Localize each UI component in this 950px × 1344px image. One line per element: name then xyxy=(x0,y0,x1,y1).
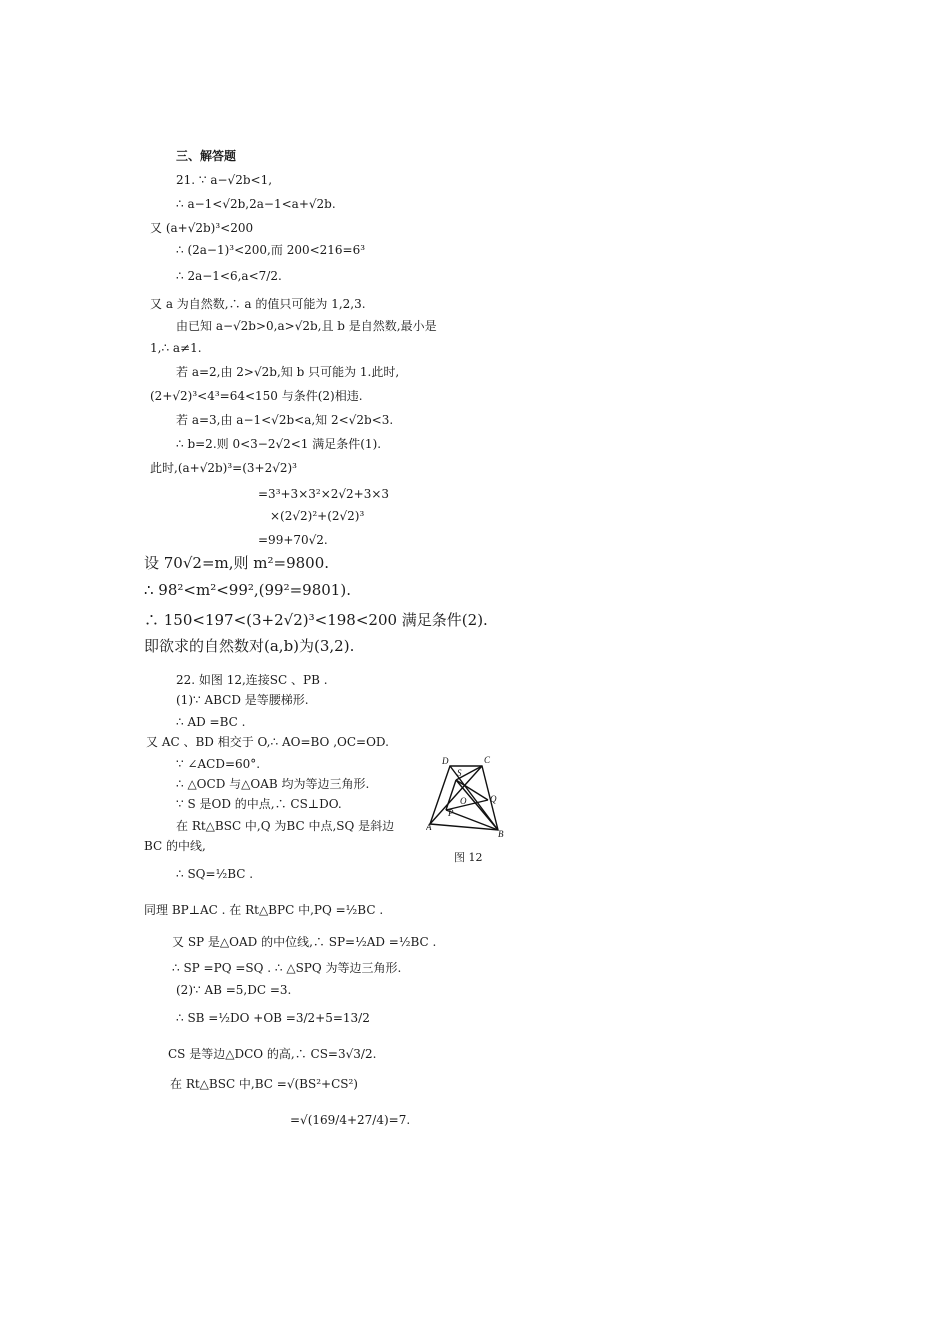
p22-line-2: (1)∵ ABCD 是等腰梯形. xyxy=(176,693,309,707)
section-heading: 三、解答题 xyxy=(176,149,237,163)
p22-line-10: ∴ SQ=½BC . xyxy=(176,867,254,881)
figure-caption: 图 12 xyxy=(454,851,483,864)
figure-12-trapezoid xyxy=(426,752,506,838)
p21-line-18: ∴ 98²<m²<99²,(99²=9801). xyxy=(144,581,351,599)
p21-line-15: ×(2√2)²+(2√2)³ xyxy=(270,509,365,523)
p22-line-15: ∴ SB =½DO +OB =3/2+5=13/2 xyxy=(176,1011,370,1025)
p21-line-4: ∴ (2a−1)³<200,而 200<216=6³ xyxy=(176,243,366,257)
p21-line-20: 即欲求的自然数对(a,b)为(3,2). xyxy=(144,637,355,655)
p21-line-8: 1,∴ a≠1. xyxy=(150,341,202,355)
p22-line-12: 又 SP 是△OAD 的中位线,∴ SP=½AD =½BC . xyxy=(172,935,437,949)
p22-line-5: ∵ ∠ACD=60°. xyxy=(176,757,261,771)
p21-line-14: =3³+3×3²×2√2+3×3 xyxy=(258,487,390,501)
p22-line-8: 在 Rt△BSC 中,Q 为BC 中点,SQ 是斜边 xyxy=(176,819,395,833)
segment-sp xyxy=(446,780,456,810)
label-c: C xyxy=(484,755,491,765)
label-q: Q xyxy=(490,794,497,804)
p21-line-3: 又 (a+√2b)³<200 xyxy=(150,221,254,235)
p21-line-6: 又 a 为自然数,∴ a 的值只可能为 1,2,3. xyxy=(150,297,366,311)
p22-line-11: 同理 BP⊥AC . 在 Rt△BPC 中,PQ =½BC . xyxy=(144,903,384,917)
label-s: S xyxy=(457,768,462,778)
p21-line-9: 若 a=2,由 2>√2b,知 b 只可能为 1.此时, xyxy=(176,365,400,379)
p22-line-6: ∴ △OCD 与△OAB 均为等边三角形. xyxy=(176,777,370,791)
p21-line-19: ∴ 150<197<(3+2√2)³<198<200 满足条件(2). xyxy=(144,611,488,629)
p22-line-1: 22. 如图 12,连接SC 、PB . xyxy=(176,673,328,687)
p21-line-13: 此时,(a+√2b)³=(3+2√2)³ xyxy=(150,461,297,475)
p22-line-14: (2)∵ AB =5,DC =3. xyxy=(176,983,292,997)
p22-line-17: 在 Rt△BSC 中,BC =√(BS²+CS²) xyxy=(170,1077,358,1091)
p22-line-16: CS 是等边△DCO 的高,∴ CS=3√3/2. xyxy=(168,1047,377,1061)
p22-line-4: 又 AC 、BD 相交于 O,∴ AO=BO ,OC=OD. xyxy=(146,735,389,749)
label-o: O xyxy=(460,796,467,806)
p21-line-11: 若 a=3,由 a−1<√2b<a,知 2<√2b<3. xyxy=(176,413,394,427)
p21-line-5: ∴ 2a−1<6,a<7/2. xyxy=(176,269,282,283)
p21-line-16: =99+70√2. xyxy=(258,533,328,547)
label-p: P xyxy=(448,808,454,818)
p22-line-3: ∴ AD =BC . xyxy=(176,715,246,729)
p21-line-12: ∴ b=2.则 0<3−2√2<1 满足条件(1). xyxy=(176,437,382,451)
p21-line-1: 21. ∵ a−√2b<1, xyxy=(176,173,273,187)
label-d: D xyxy=(442,756,449,766)
p21-line-17: 设 70√2=m,则 m²=9800. xyxy=(144,554,330,572)
label-a: A xyxy=(426,822,432,832)
p22-line-18: =√(169/4+27/4)=7. xyxy=(290,1113,411,1127)
p21-line-2: ∴ a−1<√2b,2a−1<a+√2b. xyxy=(176,197,336,211)
p21-line-7: 由已知 a−√2b>0,a>√2b,且 b 是自然数,最小是 xyxy=(176,319,437,333)
p22-line-9: BC 的中线, xyxy=(144,839,206,853)
label-b: B xyxy=(498,829,504,838)
p22-line-13: ∴ SP =PQ =SQ . ∴ △SPQ 为等边三角形. xyxy=(172,961,402,975)
p22-line-7: ∵ S 是OD 的中点,∴ CS⊥DO. xyxy=(176,797,342,811)
p21-line-10: (2+√2)³<4³=64<150 与条件(2)相违. xyxy=(150,389,363,403)
